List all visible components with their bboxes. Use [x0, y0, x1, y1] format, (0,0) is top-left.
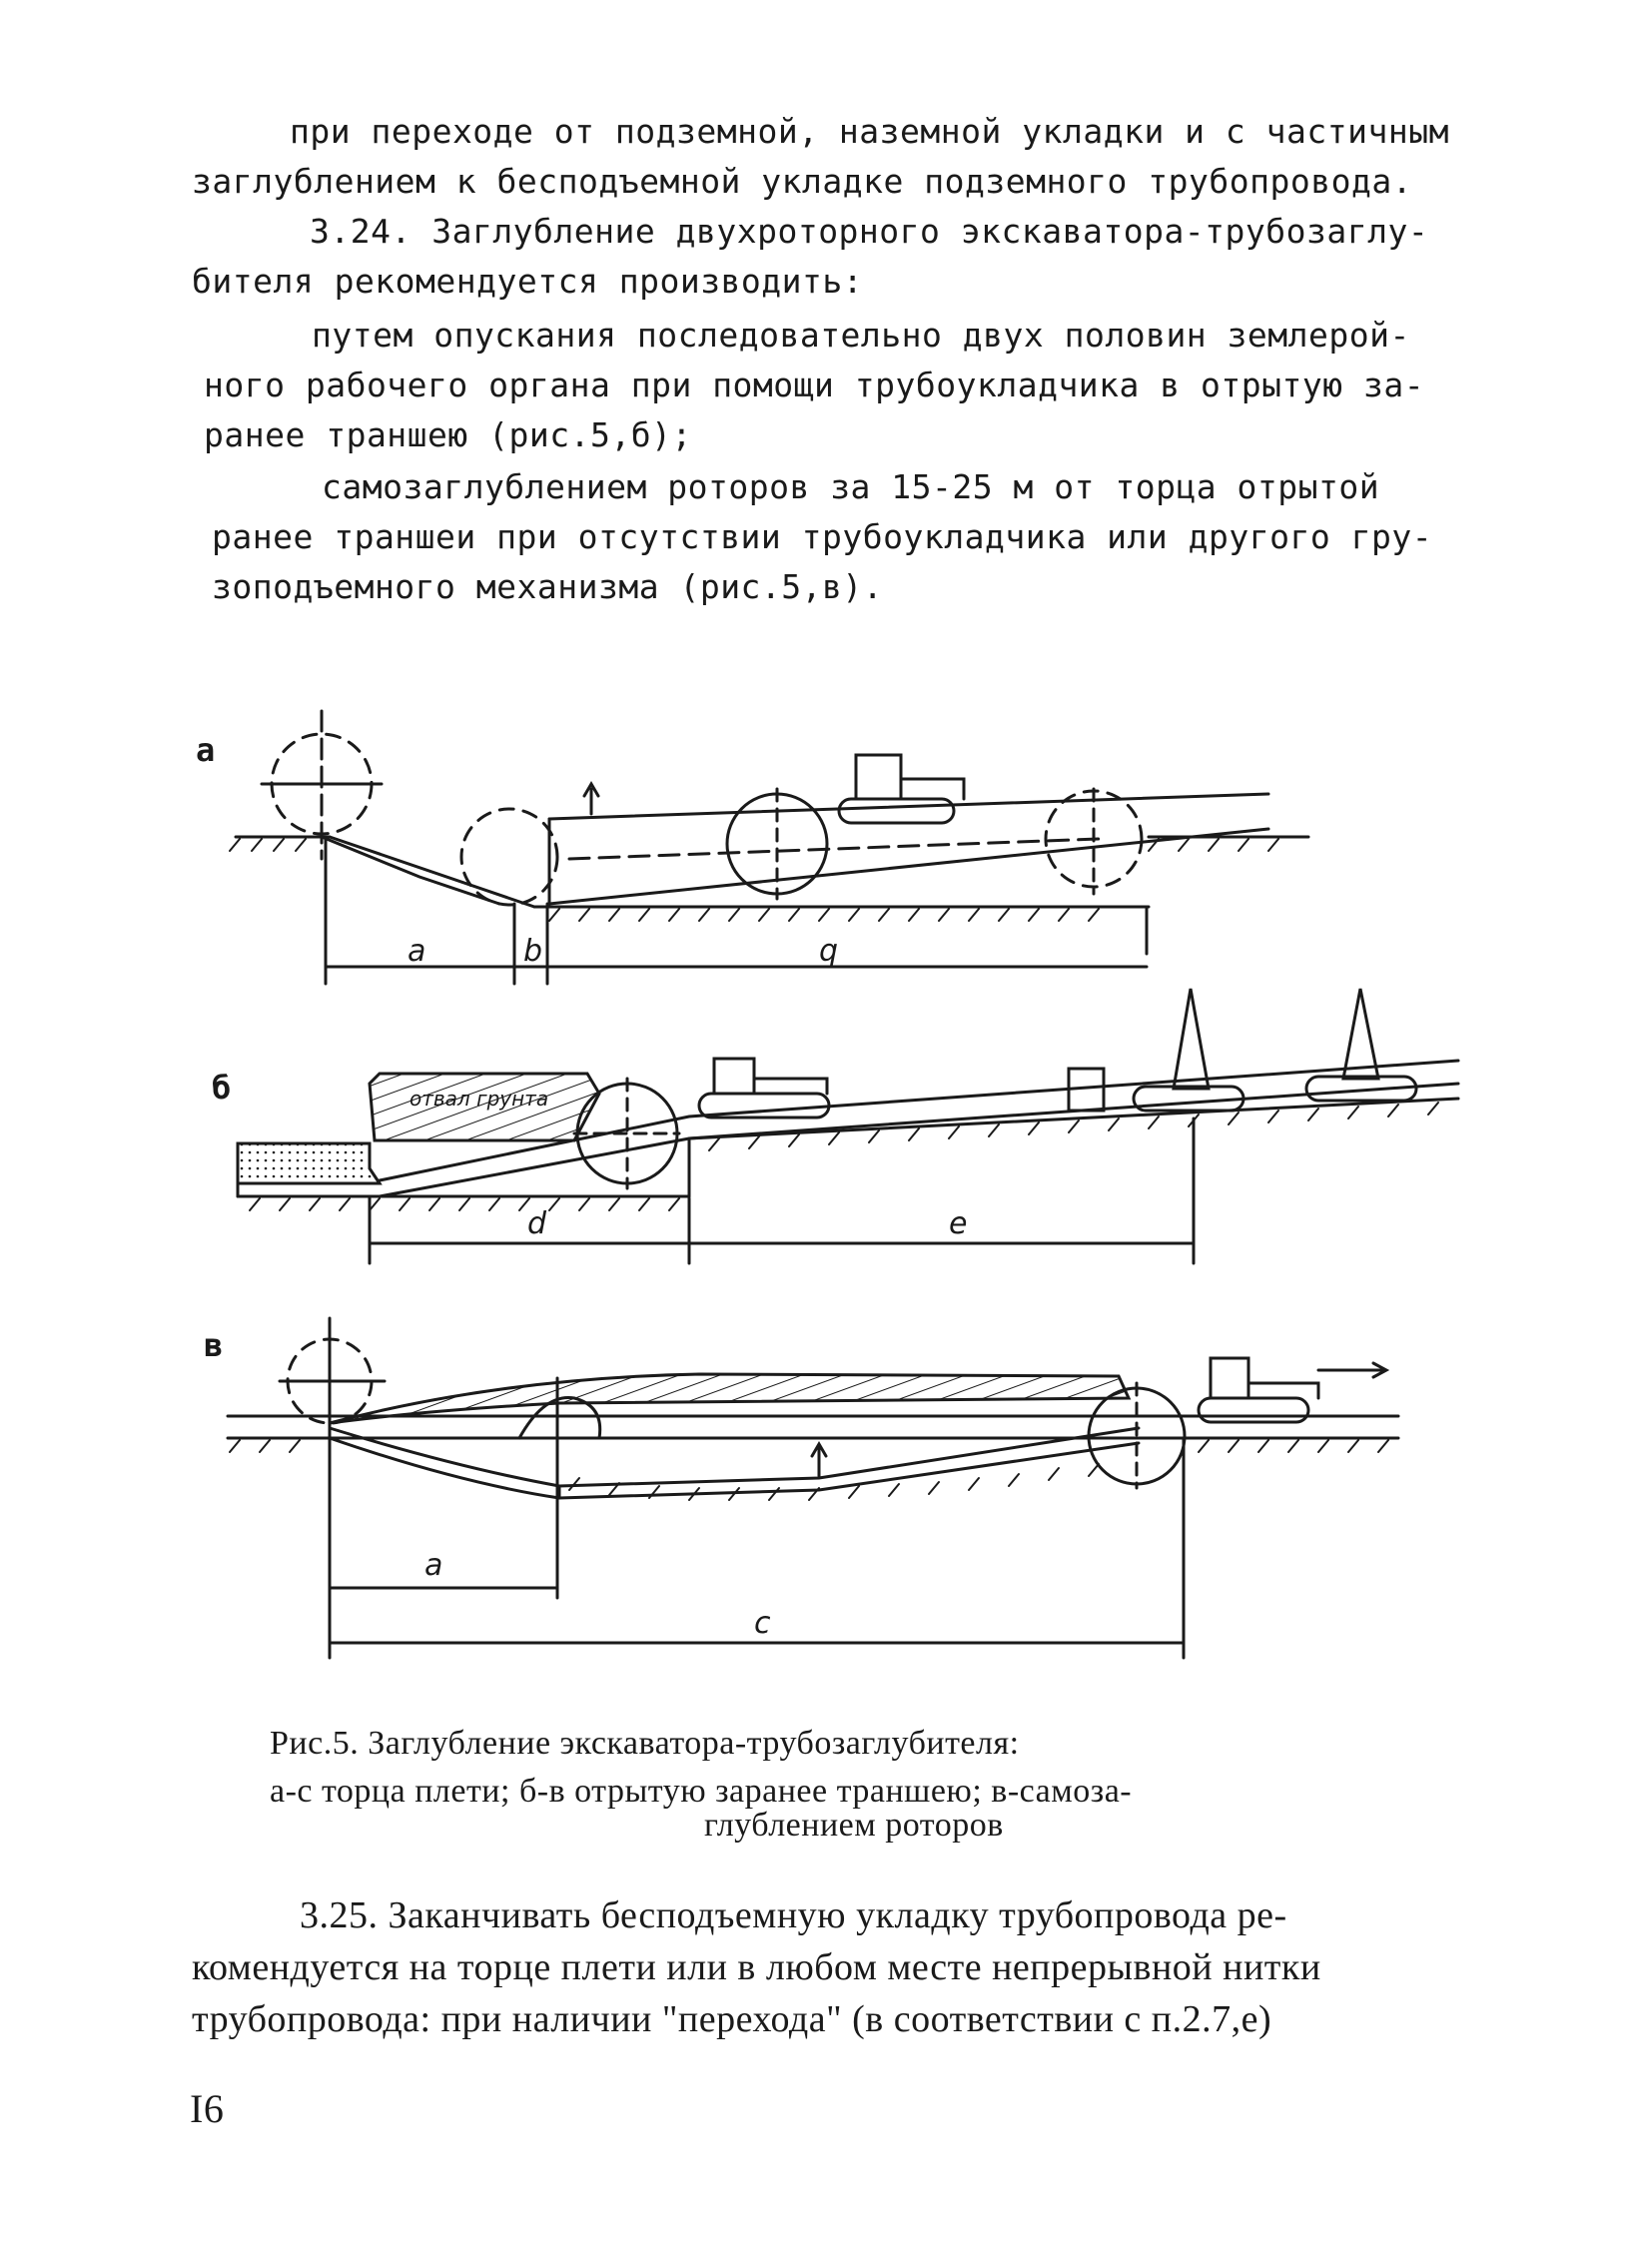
paragraph-line: ранее траншеи при отсутствии трубоукладчика или другого гру- [212, 517, 1433, 556]
figure-caption: а-с торца плети; б-в отрытую заранее траншею; в-самоза- [270, 1773, 1133, 1810]
dim-label-b: b [523, 934, 543, 969]
dim-label-a2: a [424, 1548, 443, 1583]
paragraph-line: ранее траншею (рис.5,б); [204, 415, 692, 454]
dim-label-q: q [819, 934, 839, 969]
dim-label-e: e [949, 1206, 968, 1241]
figure-label-v: в [204, 1326, 224, 1364]
dim-label-d: d [527, 1206, 547, 1241]
page-number: I6 [190, 2086, 225, 2131]
figure-caption: Рис.5. Заглубление экскаватора-трубозаглубителя: [270, 1725, 1020, 1762]
figure-label-a: а [196, 731, 216, 769]
dim-label-a: a [408, 934, 426, 969]
paragraph-line: путем опускания последовательно двух половин землерой- [312, 316, 1410, 355]
diagram-a [230, 711, 1308, 984]
paragraph-line: 3.24. Заглубление двухроторного экскаватора-трубозаглу- [310, 212, 1429, 251]
paragraph-line: при переходе от подземной, наземной укладки и с частичным [290, 112, 1449, 151]
paragraph-line: бителя рекомендуется производить: [192, 262, 864, 301]
paragraph-line: ного рабочего органа при помощи трубоукладчика в отрытую за- [204, 366, 1425, 404]
paragraph-line: 3.25. Заканчивать бесподъемную укладку трубопровода ре- [300, 1894, 1287, 1936]
paragraph-line: заглублением к бесподъемной укладке подземного трубопровода. [192, 162, 1413, 201]
paragraph-line: зоподъемного механизма (рис.5,в). [212, 567, 884, 606]
soil-pile-label: отвал грунта [410, 1087, 549, 1111]
paragraph-line: самозаглублением роторов за 15-25 м от торца отрытой [322, 467, 1380, 506]
figure-label-b: б [212, 1069, 232, 1107]
diagram-v [228, 1318, 1398, 1658]
paragraph-line: трубопровода: при наличии "перехода" (в соответствии с п.2.7,е) [192, 1998, 1272, 2040]
dim-label-c: c [754, 1606, 771, 1641]
figure-caption: глублением роторов [704, 1807, 1004, 1844]
paragraph-line: комендуется на торце плети или в любом месте непрерывной нитки [192, 1946, 1321, 1988]
diagram-b [238, 989, 1458, 1263]
